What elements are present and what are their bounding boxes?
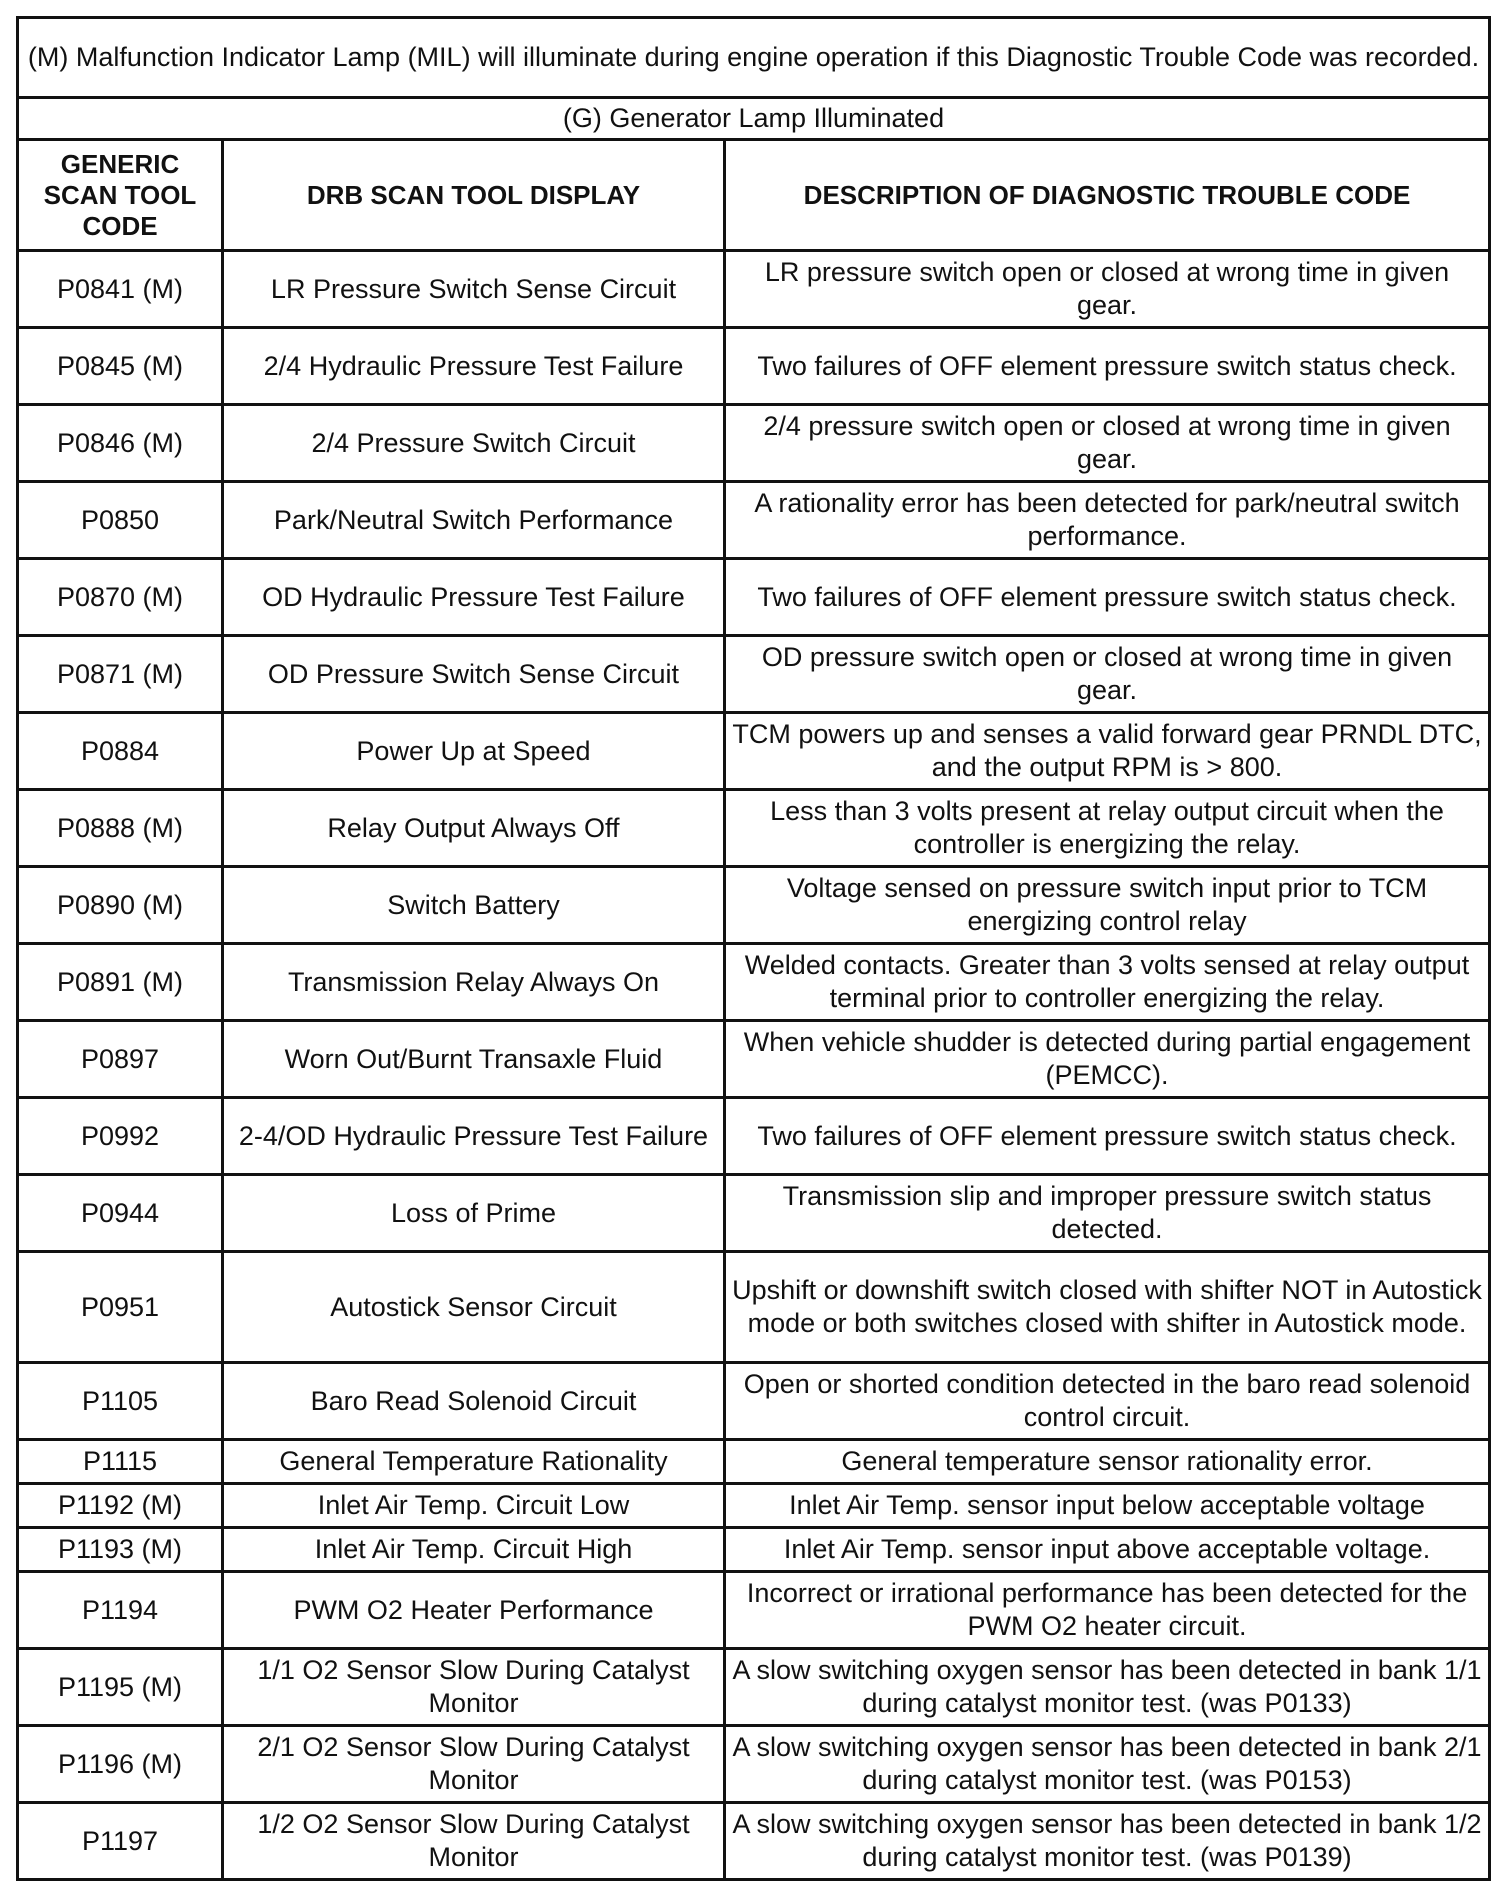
drb-display-cell: Transmission Relay Always On [223, 944, 725, 1021]
table-row [18, 405, 1490, 482]
table-row [18, 1484, 1490, 1528]
dtc-code-cell: P1194 [18, 1572, 223, 1649]
dtc-code-cell: P0897 [18, 1021, 223, 1098]
drb-display-cell: Power Up at Speed [223, 713, 725, 790]
dtc-code-cell: P0884 [18, 713, 223, 790]
description-cell: Transmission slip and improper pressure switch status detected. [725, 1175, 1490, 1252]
description-cell: Welded contacts. Greater than 3 volts sensed at relay output terminal prior to controller energizing the relay. [725, 944, 1490, 1021]
table-row [18, 790, 1490, 867]
dtc-code-cell: P0944 [18, 1175, 223, 1252]
dtc-code-cell: P0891 (M) [18, 944, 223, 1021]
drb-display-cell: Switch Battery [223, 867, 725, 944]
table-row [18, 1021, 1490, 1098]
dtc-code-cell: P0888 (M) [18, 790, 223, 867]
drb-display-cell: Autostick Sensor Circuit [223, 1252, 725, 1363]
drb-display-cell: PWM O2 Heater Performance [223, 1572, 725, 1649]
table-row [18, 1572, 1490, 1649]
dtc-code-cell: P1115 [18, 1440, 223, 1484]
table-row [18, 559, 1490, 636]
dtc-code-cell: P1196 (M) [18, 1726, 223, 1803]
drb-display-cell: Baro Read Solenoid Circuit [223, 1363, 725, 1440]
drb-display-cell: 2/4 Hydraulic Pressure Test Failure [223, 328, 725, 405]
generator-note-row [18, 98, 1490, 140]
table-row [18, 713, 1490, 790]
description-cell: TCM powers up and senses a valid forward gear PRNDL DTC, and the output RPM is > 800. [725, 713, 1490, 790]
description-cell: Voltage sensed on pressure switch input prior to TCM energizing control relay [725, 867, 1490, 944]
table-row [18, 1726, 1490, 1803]
dtc-code-cell: P0841 (M) [18, 251, 223, 328]
description-cell: 2/4 pressure switch open or closed at wrong time in given gear. [725, 405, 1490, 482]
drb-display-cell: General Temperature Rationality [223, 1440, 725, 1484]
drb-display-cell: LR Pressure Switch Sense Circuit [223, 251, 725, 328]
drb-display-cell: Loss of Prime [223, 1175, 725, 1252]
dtc-code-cell: P0890 (M) [18, 867, 223, 944]
dtc-code-cell: P0850 [18, 482, 223, 559]
dtc-code-cell: P1195 (M) [18, 1649, 223, 1726]
table-row [18, 1098, 1490, 1175]
description-cell: Inlet Air Temp. sensor input above acceptable voltage. [725, 1528, 1490, 1572]
dtc-code-cell: P0870 (M) [18, 559, 223, 636]
drb-display-cell: 2/4 Pressure Switch Circuit [223, 405, 725, 482]
description-cell: Two failures of OFF element pressure switch status check. [725, 559, 1490, 636]
description-cell: A slow switching oxygen sensor has been detected in bank 1/2 during catalyst monitor test. (was P0139) [725, 1803, 1490, 1880]
description-cell: A slow switching oxygen sensor has been detected in bank 1/1 during catalyst monitor test. (was P0133) [725, 1649, 1490, 1726]
dtc-code-cell: P0951 [18, 1252, 223, 1363]
table-row [18, 1803, 1490, 1880]
drb-display-cell: 1/2 O2 Sensor Slow During Catalyst Monitor [223, 1803, 725, 1880]
table-row [18, 251, 1490, 328]
table-row [18, 1649, 1490, 1726]
dtc-code-cell: P1192 (M) [18, 1484, 223, 1528]
description-cell: A slow switching oxygen sensor has been detected in bank 2/1 during catalyst monitor test. (was P0153) [725, 1726, 1490, 1803]
drb-display-cell: Park/Neutral Switch Performance [223, 482, 725, 559]
table-row [18, 1175, 1490, 1252]
drb-display-cell: Worn Out/Burnt Transaxle Fluid [223, 1021, 725, 1098]
dtc-code-cell: P0992 [18, 1098, 223, 1175]
header-drb-display: DRB SCAN TOOL DISPLAY [223, 140, 725, 251]
drb-display-cell: Inlet Air Temp. Circuit Low [223, 1484, 725, 1528]
drb-display-cell: Inlet Air Temp. Circuit High [223, 1528, 725, 1572]
dtc-code-cell: P1105 [18, 1363, 223, 1440]
drb-display-cell: Relay Output Always Off [223, 790, 725, 867]
header-generic-code: GENERIC SCAN TOOL CODE [18, 140, 223, 251]
table-row [18, 328, 1490, 405]
description-cell: Less than 3 volts present at relay output circuit when the controller is energizing the relay. [725, 790, 1490, 867]
table-row [18, 636, 1490, 713]
drb-display-cell: 2-4/OD Hydraulic Pressure Test Failure [223, 1098, 725, 1175]
table-row [18, 867, 1490, 944]
header-description: DESCRIPTION OF DIAGNOSTIC TROUBLE CODE [725, 140, 1490, 251]
mil-note-row [18, 18, 1490, 98]
description-cell: Inlet Air Temp. sensor input below acceptable voltage [725, 1484, 1490, 1528]
dtc-code-cell: P1193 (M) [18, 1528, 223, 1572]
description-cell: Open or shorted condition detected in the baro read solenoid control circuit. [725, 1363, 1490, 1440]
description-cell: Upshift or downshift switch closed with shifter NOT in Autostick mode or both switches closed with shifter in Autostick mode. [725, 1252, 1490, 1363]
table-row [18, 1528, 1490, 1572]
table-row [18, 482, 1490, 559]
table-row [18, 1363, 1490, 1440]
description-cell: Two failures of OFF element pressure switch status check. [725, 1098, 1490, 1175]
dtc-code-cell: P0846 (M) [18, 405, 223, 482]
mil-note: (M) Malfunction Indicator Lamp (MIL) will illuminate during engine operation if this Diagnostic Trouble Code was recorded. [18, 18, 1490, 98]
description-cell: General temperature sensor rationality error. [725, 1440, 1490, 1484]
description-cell: LR pressure switch open or closed at wrong time in given gear. [725, 251, 1490, 328]
table-row [18, 1252, 1490, 1363]
generator-note: (G) Generator Lamp Illuminated [18, 98, 1490, 140]
header-row [18, 140, 1490, 251]
drb-display-cell: OD Pressure Switch Sense Circuit [223, 636, 725, 713]
table-row [18, 944, 1490, 1021]
drb-display-cell: OD Hydraulic Pressure Test Failure [223, 559, 725, 636]
description-cell: Incorrect or irrational performance has been detected for the PWM O2 heater circuit. [725, 1572, 1490, 1649]
drb-display-cell: 2/1 O2 Sensor Slow During Catalyst Monitor [223, 1726, 725, 1803]
description-cell: OD pressure switch open or closed at wrong time in given gear. [725, 636, 1490, 713]
dtc-code-cell: P0845 (M) [18, 328, 223, 405]
description-cell: A rationality error has been detected for park/neutral switch performance. [725, 482, 1490, 559]
dtc-code-cell: P0871 (M) [18, 636, 223, 713]
description-cell: Two failures of OFF element pressure switch status check. [725, 328, 1490, 405]
drb-display-cell: 1/1 O2 Sensor Slow During Catalyst Monitor [223, 1649, 725, 1726]
description-cell: When vehicle shudder is detected during partial engagement (PEMCC). [725, 1021, 1490, 1098]
dtc-table [16, 16, 1491, 1881]
dtc-code-cell: P1197 [18, 1803, 223, 1880]
table-row [18, 1440, 1490, 1484]
